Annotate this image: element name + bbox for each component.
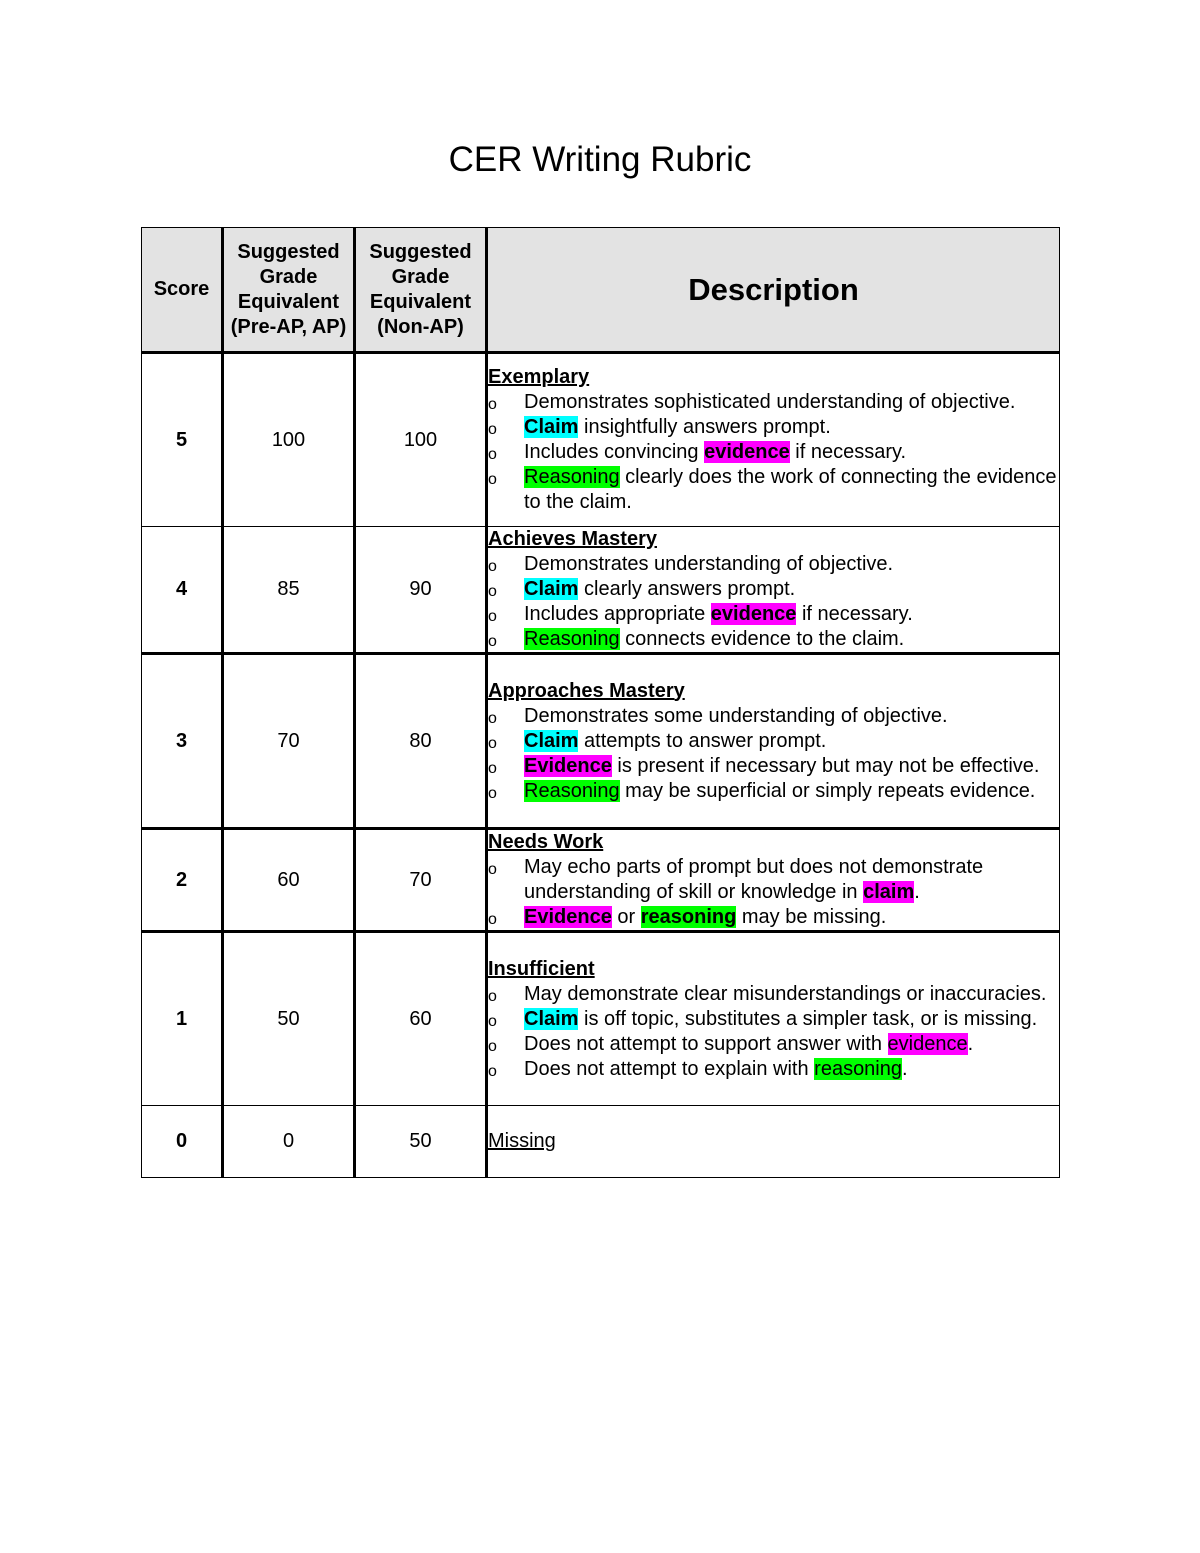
description-cell xyxy=(487,829,1060,932)
evidence-highlight: Evidence xyxy=(524,906,612,928)
description-cell xyxy=(487,353,1060,527)
list-item: o Does not attempt to support answer with evidence. xyxy=(488,1032,1059,1057)
list-item: o Claim clearly answers prompt. xyxy=(488,577,1059,602)
list-item: o May echo parts of prompt but does not demonstrate understanding of skill or knowledge in claim. xyxy=(488,855,1059,905)
table-row xyxy=(142,353,1060,527)
list-item: o Reasoning may be superficial or simply repeats evidence. xyxy=(488,779,1059,804)
list-item: o May demonstrate clear misunderstandings or inaccuracies. xyxy=(488,982,1059,1007)
list-item: o Reasoning connects evidence to the claim. xyxy=(488,627,1059,652)
level-title: Approaches Mastery xyxy=(488,679,685,702)
description-cell xyxy=(487,654,1060,829)
evidence-highlight: Evidence xyxy=(524,754,612,777)
pre-ap-cell: 60 xyxy=(223,829,355,932)
description-cell xyxy=(487,932,1060,1106)
list-item: o Reasoning clearly does the work of connecting the evidence to the claim. xyxy=(488,465,1059,515)
score-cell: 0 xyxy=(142,1106,223,1178)
header-pre-ap: Suggested Grade Equivalent (Pre-AP, AP) xyxy=(223,228,355,353)
header-description: Description xyxy=(487,228,1060,353)
score-cell: 3 xyxy=(142,654,223,829)
pre-ap-cell: 50 xyxy=(223,932,355,1106)
table-row xyxy=(142,829,1060,932)
claim-highlight: Claim xyxy=(524,729,579,752)
table-row xyxy=(142,654,1060,829)
non-ap-cell: 90 xyxy=(355,527,487,654)
score-cell: 5 xyxy=(142,353,223,527)
list-item: o Claim attempts to answer prompt. xyxy=(488,729,1059,754)
pre-ap-cell: 70 xyxy=(223,654,355,829)
non-ap-cell: 80 xyxy=(355,654,487,829)
reasoning-highlight: reasoning xyxy=(814,1057,902,1080)
claim-highlight: claim xyxy=(863,881,915,903)
score-cell: 2 xyxy=(142,829,223,932)
description-cell xyxy=(487,527,1060,654)
level-title: Exemplary xyxy=(488,366,590,388)
evidence-highlight: evidence xyxy=(710,603,797,625)
level-title: Missing xyxy=(488,1130,556,1152)
pre-ap-cell: 0 xyxy=(223,1106,355,1178)
list-item: o Does not attempt to explain with reasoning. xyxy=(488,1057,1059,1082)
evidence-highlight: evidence xyxy=(704,441,790,463)
non-ap-cell: 60 xyxy=(355,932,487,1106)
table-row xyxy=(142,1106,1060,1178)
list-item: o Claim is off topic, substitutes a simpler task, or is missing. xyxy=(488,1007,1059,1032)
list-item: o Demonstrates some understanding of objective. xyxy=(488,704,1059,729)
list-item: o Evidence is present if necessary but may not be effective. xyxy=(488,754,1059,779)
reasoning-highlight: Reasoning xyxy=(524,466,620,488)
claim-highlight: Claim xyxy=(524,578,579,600)
non-ap-cell: 70 xyxy=(355,829,487,932)
level-title: Needs Work xyxy=(488,831,604,853)
header-score: Score xyxy=(142,228,223,353)
reasoning-highlight: reasoning xyxy=(640,906,737,928)
reasoning-highlight: Reasoning xyxy=(524,779,620,802)
rubric-table xyxy=(141,227,1060,1178)
score-cell: 4 xyxy=(142,527,223,654)
list-item: o Evidence or reasoning may be missing. xyxy=(488,905,1059,930)
level-title: Achieves Mastery xyxy=(488,528,657,550)
non-ap-cell: 100 xyxy=(355,353,487,527)
level-title: Insufficient xyxy=(488,957,595,980)
score-cell: 1 xyxy=(142,932,223,1106)
header-non-ap: Suggested Grade Equivalent (Non-AP) xyxy=(355,228,487,353)
page-title: CER Writing Rubric xyxy=(448,140,752,179)
claim-highlight: Claim xyxy=(524,1007,579,1030)
description-cell xyxy=(487,1106,1060,1178)
table-row xyxy=(142,932,1060,1106)
pre-ap-cell: 100 xyxy=(223,353,355,527)
reasoning-highlight: Reasoning xyxy=(524,628,620,650)
pre-ap-cell: 85 xyxy=(223,527,355,654)
list-item: o Includes convincing evidence if necessary. xyxy=(488,440,1059,465)
list-item: o Demonstrates sophisticated understanding of objective. xyxy=(488,390,1059,415)
list-item: o Claim insightfully answers prompt. xyxy=(488,415,1059,440)
list-item: o Includes appropriate evidence if necessary. xyxy=(488,602,1059,627)
list-item: o Demonstrates understanding of objective. xyxy=(488,552,1059,577)
table-row xyxy=(142,527,1060,654)
header-row xyxy=(142,228,1060,353)
claim-highlight: Claim xyxy=(524,416,579,438)
evidence-highlight: evidence xyxy=(887,1032,968,1055)
non-ap-cell: 50 xyxy=(355,1106,487,1178)
